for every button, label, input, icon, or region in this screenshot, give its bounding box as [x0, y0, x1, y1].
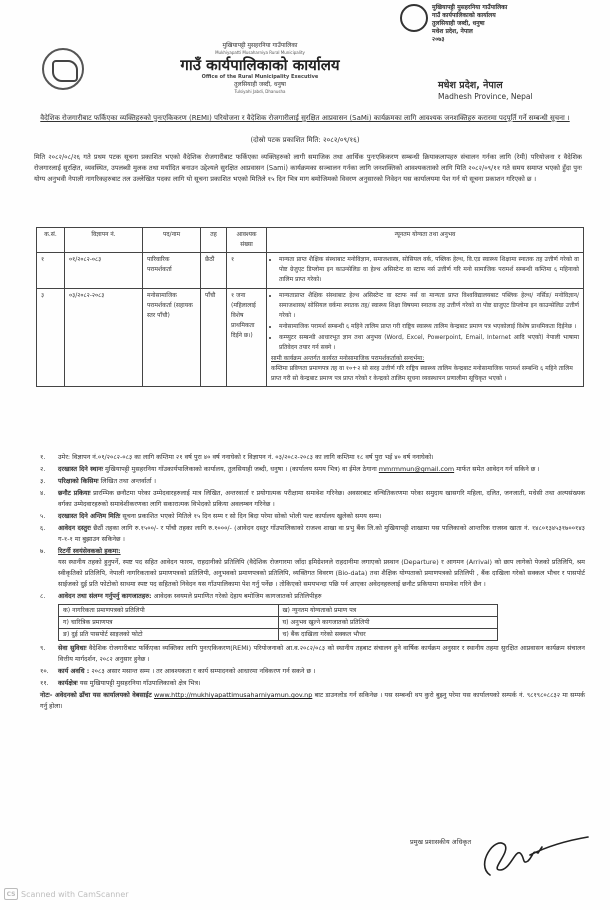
- stamp-line: मुखियापट्टी मुसहरनिया गाउँपालिका: [432, 4, 508, 11]
- note-number: ११.: [40, 679, 49, 687]
- letterhead: [170, 42, 350, 95]
- cell-count: १: [227, 253, 267, 289]
- stamp-line: २०७३: [432, 36, 445, 43]
- qualification-item: • कम्प्युटर सम्बन्धी आधारभूत ज्ञान तथा अनुभव (Word, Excel, Powerpoint, Email, Internet आदि भएको) नेपाली भाषामा प्रतिवेदन तयार गर्न सक्ने ।: [279, 333, 579, 353]
- email-link[interactable]: mmrmmun@gmail.com: [378, 465, 455, 473]
- note-number: २.: [40, 465, 46, 473]
- notes-list: [40, 452, 585, 713]
- municipality-name-en: Mukhiyapatti Musaharniya Rural Municipality: [215, 50, 305, 55]
- signature-icon: [470, 825, 590, 885]
- note-text: आवेदक स्वयमले प्रमाणित गरेको देहाय बमोजिम कागजातको प्रतिलिपीहरु: [153, 592, 322, 600]
- cell-post: पारिवारिक परामर्शकर्ता: [143, 253, 201, 289]
- qualification-item: • मनोसामाजिक परामर्श सम्बन्धी ६ महिने तालिम प्राप्त गरी राष्ट्रिय स्वास्थ्य तालिम केन्द्रबाट प्रमाण पत्र भएकोलाई विशेष प्राथमिकता दिईनेछ ।: [279, 322, 579, 332]
- note-label: परिक्षाको किसिमः: [58, 477, 99, 485]
- note-number: ९.: [40, 644, 46, 652]
- note-item: [40, 523, 585, 545]
- footnote: [40, 690, 585, 712]
- table-row: [37, 289, 584, 387]
- stamp-line: मधेश प्रदेश, नेपाल: [432, 28, 473, 35]
- office-name-en: Office of the Rural Municipality Executive: [201, 74, 319, 80]
- notice-title-text: वैदेशिक रोजगारीबाट फर्किएका व्यक्तिहरुको पुनःएकिकरण (REMI) परियोजना र वैदेशिक रोजगारीलाई सुरक्षित आप्रवासन (SaMi) कार्यक्रमका लागि आवश्यक जनशक्तिहरु करारमा पदपूर्ति गर्ने सम्बन्धी सूचना ।: [40, 114, 570, 122]
- camscanner-icon: CS: [4, 888, 18, 900]
- cell-level: पाँचौ: [201, 289, 227, 387]
- col-adv-no: विज्ञापन नं.: [65, 228, 143, 253]
- note-label: रिटर्नी स्वयंसेवकको हकमा:: [58, 547, 121, 555]
- note-text: मार्फत समेत आवेदन गर्न सकिने छ ।: [456, 465, 540, 473]
- note-label: दरखास्त दिने अन्तिम मितिः: [58, 512, 121, 520]
- footnote-suffix: बाट डाउनलोड गर्न सकिनेछ । यस सम्बन्धी थप कुरो बुझ्नु परेमा यस कार्यालयको सम्पर्क नं. ९८१९८०८८३२ मा सम्पर्क गर्नु होला।: [40, 691, 585, 710]
- cell-sn: ३: [37, 289, 65, 387]
- sami-heading: सामी कार्यक्रम अन्तर्गत कार्यरत मनोसामाजिक परामर्शकर्ताको सन्दर्भमा:: [271, 355, 425, 362]
- address-en: Tulsiyahi Jabdi, Dhanusha: [234, 89, 286, 94]
- note-item: [40, 546, 585, 590]
- cell-post: मनोसामाजिक परामर्शकर्ता (सहायक स्तर पाँचौ): [143, 289, 201, 387]
- table-row: [59, 605, 498, 617]
- note-item: [40, 476, 585, 487]
- signatory-title: प्रमुख प्रशासकीय अधिकृत: [410, 838, 472, 846]
- cell-qualification: [267, 253, 584, 289]
- note-label: कार्य अवधि :: [58, 667, 90, 675]
- municipality-name-np: मुखियापट्टी मुसहरनिया गाउँपालिका: [222, 42, 298, 49]
- website-link[interactable]: www.http://mukhiyapattimusaharniyamun.gov.np: [154, 691, 313, 699]
- note-number: ३.: [40, 477, 46, 485]
- qualification-item: • मान्यता प्राप्त शैक्षिक संस्थाबाट मनोविज्ञान, समाजशास्त्र, सोसियल वर्क, पब्लिक हेल्थ, वि.एड स्वास्थ्य शिक्षामा स्नातक तह उत्तीर्ण गरेको वा पोष्ट ग्रेजुएट डिप्लोमा इन काउन्सेलिङ वा हेल्थ असिस्टेन्ट वा स्टाफ नर्स उत्तीर्ण गरि मनो सामाजिक परामर्श सम्बन्धी कम्तिमा ६ महिनाको तालिम प्राप्त गरेको।: [279, 255, 579, 285]
- cell-count: १ जना (महिलालाई विशेष प्राथमिकता दिईने छ।): [227, 289, 267, 387]
- document-item: ङ) दुई प्रति पासपोर्ट साइजको फोटो: [59, 629, 279, 641]
- col-post: पद/नाम: [143, 228, 201, 253]
- note-item: [40, 666, 585, 677]
- province-en: Madhesh Province, Nepal: [438, 92, 533, 101]
- vacancy-table: [36, 227, 584, 387]
- col-level: तह: [201, 228, 227, 253]
- office-name-np: गाउँ कार्यपालिकाको कार्यालय: [180, 56, 340, 74]
- note-label: छनौट प्रकियाः: [58, 489, 91, 497]
- cell-adv-no: ०३/२०८२-२०८३: [65, 289, 143, 387]
- note-number: ७.: [40, 547, 46, 555]
- signature-block: [410, 825, 590, 885]
- sami-text: कम्तिमा प्रविणता प्रमाणपत्र तह वा १०+२ सो सरह उत्तीर्ण गरि राष्ट्रिय स्वास्थ्य तालिम केन्द्रबाट मनोसामाजिक परामर्श सम्बन्धि ६ महिने तालिम प्राप्त गरी सो केन्द्रबाट प्रमाण पत्र प्राप्त गरेको र केन्द्रको तालिम सूचना व्यवस्थापन प्रणालीमा सूचिकृत भएको ।: [271, 365, 573, 382]
- notice-title: [30, 112, 580, 124]
- stamp-line: गाउँ कार्यपालिकाको कार्यालय: [432, 12, 496, 19]
- note-text: २०८३ असार मसान्त सम्म । तर आवश्यकता र कार्य सम्पादनको आधारमा नविकरण गर्न सकने छ ।: [91, 667, 316, 675]
- note-item: [40, 488, 585, 510]
- cell-sn: १: [37, 253, 65, 289]
- cell-qualification: [267, 289, 584, 387]
- cell-adv-no: ०१/२०८२-०८३: [65, 253, 143, 289]
- col-qualification: न्यूनतम योग्यता तथा अनुभव: [267, 228, 584, 253]
- province-np: मधेश प्रदेश, नेपाल: [438, 80, 503, 91]
- note-item: [40, 452, 585, 463]
- note-number: ६.: [40, 524, 46, 532]
- note-text: सूचना प्रकाशित भएको मितिले १५ दिन सम्म र सो दिन बिदा परेमा सोको भोली पल्ट कार्यालय खुलेको समय सम्म।: [122, 512, 382, 520]
- table-row: [59, 617, 498, 629]
- note-item: [40, 511, 585, 522]
- cell-level: छैठौं: [201, 253, 227, 289]
- note-label: आवेदन तथा संलग्न गर्नुपर्नु कागजातहरु:: [58, 592, 152, 600]
- note-text: यस मुखियापट्टी मुसहरनिया गाँउपालिकाको क्षेत्र भित्र।: [79, 679, 201, 687]
- publish-date: (दोस्रो पटक प्रकाशित मिति: २०८२/०९/१६): [250, 136, 360, 144]
- address-np: तुलसियाही जब्दी, धनुषा: [234, 81, 286, 88]
- document-item: घ) अनुभव खुल्ने कागजातको प्रतिलिपी: [278, 617, 498, 629]
- note-number: १.: [40, 453, 46, 461]
- note-label: कार्यक्षेत्रः: [58, 679, 78, 687]
- document-item: ख) न्युनतम योग्यताको प्रमाण पत्र: [278, 605, 498, 617]
- note-item: [40, 591, 585, 602]
- note-number: ४.: [40, 489, 46, 497]
- note-text: छैठौं तहका लागि रु.१५००/- र पाँचौ तहका लागि रु.१०००/- (आवेदन दस्तुर गाँउपालिकाको राजश्व शाखा वा प्रभु बैंक लि.को मुखियापट्टी शाखामा यस पालिकाको आन्तरिक राजस्व खाता नं. १४८०१३४५३१७००१४३ ग-१-१ मा बुझाउन सकिनेछ ।: [58, 524, 585, 543]
- table-row: [59, 629, 498, 641]
- office-stamp: [400, 4, 520, 76]
- note-label: आवेदन दस्तुरः: [58, 524, 91, 532]
- note-number: ८.: [40, 592, 46, 600]
- note-item: [40, 643, 585, 665]
- note-label: सेवा सुविधाः: [58, 644, 87, 652]
- table-header-row: [37, 228, 584, 253]
- qualification-item: • मान्यताप्राप्त शैक्षिक संस्थाबाट हेल्थ असिस्टेन्ट वा स्टाफ नर्स वा मान्यता प्राप्त विश्वविद्यालयबाट पब्लिक हेल्थ/ नर्सिङ/ मनोविज्ञान/ समाजशास्त्र/ सोसियल वर्कमा स्नातक तह/ स्वास्थ्य शिक्षा विषयमा स्नातक तह उत्तीर्ण गरेको वा पोष्ट ग्राजुएट डिप्लोमा इन काउन्सेलिङ उत्तीर्ण गरेको ।: [279, 291, 579, 321]
- note-item: [40, 464, 585, 475]
- col-count: आवश्यक संख्या: [227, 228, 267, 253]
- document-item: ग) चारित्रिक प्रमाणपत्र: [59, 617, 279, 629]
- nepal-emblem-icon: [42, 48, 84, 90]
- scanner-watermark: [4, 888, 129, 900]
- document-item: क) नागरिकता प्रमाणपत्रको प्रतिलिपी: [59, 605, 279, 617]
- documents-table: [58, 604, 498, 641]
- note-text: उमेर: विज्ञापन नं.०१/२०८२-०८३ का लागि कम्तिमा २१ वर्ष पुरा ४० वर्ष ननाघेको र विज्ञापन नं. ०३/२०८२-२०८३ का लागि कम्तिमा १८ वर्ष पुरा भई ४० वर्ष ननाघेको।: [58, 453, 434, 461]
- note-number: ५.: [40, 512, 46, 520]
- note-label: दरखास्त दिने स्थानः: [58, 465, 103, 473]
- note-text: मुखियापट्टी मुसहरनिया गाँउकार्यपालिकाको कार्यालय, तुलसियाही जब्दी, धनुषा । (कार्यालय समय भित्र) वा ईमेल ठेगाना: [105, 465, 377, 473]
- note-text: प्रारम्भिक छनौटमा परेका उम्मेदवारहरुलाई मात्र लिखित, अन्तरवार्ता र प्रयोगात्मक परीक्षामा समावेश गरिनेछ। अवसरबाट वन्चितिकरणमा परेका समुदाय खासगरि महिला, दलित, जनजाती, मधेसी तथा अल्पसंख्यक वर्गका उम्मेदवारहरुको समावेशीकरणका लागि सकारात्मक विभेदको प्रकिया अवलम्बन गरिनेछ ।: [58, 489, 585, 508]
- note-item: [40, 678, 585, 689]
- note-number: १०.: [40, 667, 49, 675]
- intro-paragraph: मिति २०८२/०८/२६ गते प्रथम पटक सूचना प्रकाशित भएको वैदेशिक रोजगारीबाट फर्किएका व्यक्तिहरुको लागी समाजिक तथा आर्थिक पुनःएकिकरण सम्बन्धी क्रियाकलापहरु संचालन गर्नका लागि (रेमी) परियोजना र वैदेशिक रोजगारलाई सुरक्षित, व्यवस्थित, उपलब्धी मुलक तथा मर्यादित बनाउन उद्देश्यले सुरक्षित आप्रवासन (Sami) कार्यक्रमका सञ्चालन गर्नका लागि जनशक्तिको आवश्यकताको लागि मिति २०८२/०९/११ गते समय समाप्त भएको हुँदा पुनः योग्य अनुभवी नेपाली नागरिकहरुबाट तल उल्लेखित पदका लागि यो सूचना प्रकाशित भएको मितिले १५ दिन भित्र माग बमोजिमको विवरण अनुसारको निवेदन यस कार्यालयमा पेश गर्न यो सूचना प्रकाशन गरिएको छ ।: [34, 153, 582, 183]
- stamp-emblem-icon: [400, 4, 428, 32]
- document-item: च) बैंक दाखिला गरेको सक्कल भौचर: [278, 629, 498, 641]
- col-sn: क.सं.: [37, 228, 65, 253]
- footnote-prefix: नोटः- अवेदनको ढाँचा यस कार्यालयको वेबसाईट: [40, 691, 152, 699]
- table-row: [37, 253, 584, 289]
- stamp-line: तुलसियाही जब्दी, धनुषा: [432, 20, 485, 27]
- note-text: यस स्थानीय तहको हुनुपर्ने, स्पष्ट पद सहित आवेदन फारम, राहदानीको प्रतिलिपि (वैदेशिक रोजगारमा जाँदा इमिग्रेशनले राहदानीमा लगाएको प्रस्थान (Departure) र आगमन (Arrival) को छाप लागेको पेजको प्रतिलिपि, श्रम स्वीकृतिको प्रतिलिपि, नेपाली नागरिकताको प्रमाणपत्रको प्रतिलिपी, अनुभवको प्रमाणपत्रको प्रतिलिपि, व्यक्तिगत विवरण (Bio-data) तथा शैक्षिक योग्यताको प्रमाणपत्रको प्रतिलिपी , बैंक दाखिला गरेको सक्कल भौचर र पासपोर्ट साईजको दुई प्रति फोटोको साथमा स्पष्ट पद सहितको निवेदन यस गाँउपालिकामा पेश गर्नु पर्नेछ । तोकिएको समयभन्दा पछि पर्न आएका अवेदनहरुलाई छनौट प्रकियामा समावेश गरिने छैन ।: [58, 558, 585, 588]
- scanner-text: Scanned with CamScanner: [21, 889, 129, 899]
- note-text: वैदेशिक रोजगारीबाट फर्किएका व्यक्तिका लागि पुनःएकिकरण(REMI) परियोजनाको आ.व.२०८२/०८३ को स्थानीय तहबाट संचालन हुने वार्षिक कार्यक्रम अनुसार र स्थानीय तहमा सुरक्षित आप्रवासन कार्यक्रम संचालन वित्तीय मार्गदर्शन, २०८२ अनुसार हुनेछ ।: [58, 644, 585, 663]
- stamp-lines: [432, 4, 520, 44]
- note-text: लिखित तथा अन्तर्वार्ता ।: [100, 477, 157, 485]
